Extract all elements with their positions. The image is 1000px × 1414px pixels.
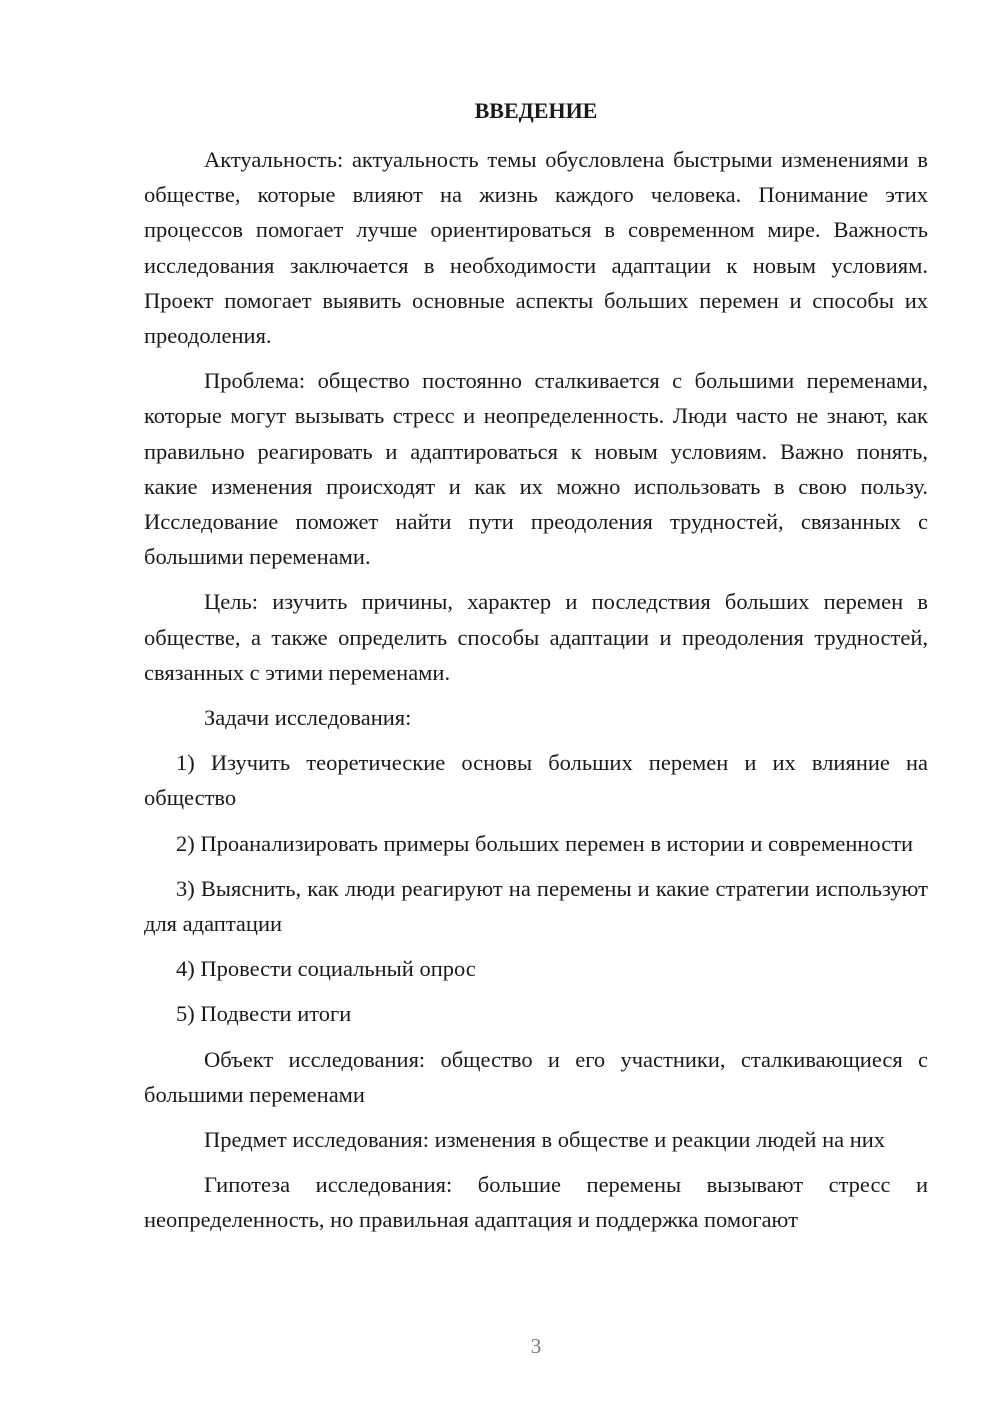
section-heading: ВВЕДЕНИЕ bbox=[474, 98, 598, 123]
document-page bbox=[144, 0, 928, 1414]
task-item: 2) Проанализировать примеры больших перемен в истории и современности bbox=[176, 830, 914, 856]
task-item: 3) Выяснить, как люди реагируют на перемены и какие стратегии используют для адаптации bbox=[144, 875, 928, 937]
subject-paragraph: Предмет исследования: изменения в обществе и реакции людей на них bbox=[204, 1127, 886, 1153]
problem-paragraph: Проблема: общество постоянно сталкивается с большими переменами, которые могут вызывать стресс и неопределенность. Люди часто не знают, как правильно реагировать и адаптироваться к новым условиям. Важно понять, какие изменения происходят и как их можно использовать в свою пользу. Исследование поможет найти пути преодоления трудностей, связанных с большими переменами. bbox=[144, 368, 928, 570]
hypothesis-paragraph: Гипотеза исследования: большие перемены вызывают стресс и неопределенность, но правильная адаптация и поддержка помогают bbox=[144, 1172, 928, 1233]
task-item: 5) Подвести итоги bbox=[176, 1001, 352, 1027]
relevance-paragraph: Актуальность: актуальность темы обусловлена быстрыми изменениями в обществе, которые влияют на жизнь каждого человека. Понимание этих процессов помогает лучше ориентироваться в современном мире. Важность исследования заключается в необходимости адаптации к новым условиям. Проект помогает выявить основные аспекты больших перемен и способы их преодоления. bbox=[144, 147, 928, 349]
task-item: 4) Провести социальный опрос bbox=[176, 956, 476, 982]
object-paragraph: Объект исследования: общество и его участники, сталкивающиеся с большими переменами bbox=[144, 1046, 928, 1107]
goal-paragraph: Цель: изучить причины, характер и последствия больших перемен в обществе, а также определить способы адаптации и преодоления трудностей, связанных с этими переменами. bbox=[144, 589, 928, 685]
page-number: 3 bbox=[530, 1334, 542, 1358]
task-item: 1) Изучить теоретические основы больших перемен и их влияние на общество bbox=[144, 750, 928, 811]
document-body bbox=[144, 142, 928, 1248]
tasks-heading: Задачи исследования: bbox=[204, 705, 412, 731]
